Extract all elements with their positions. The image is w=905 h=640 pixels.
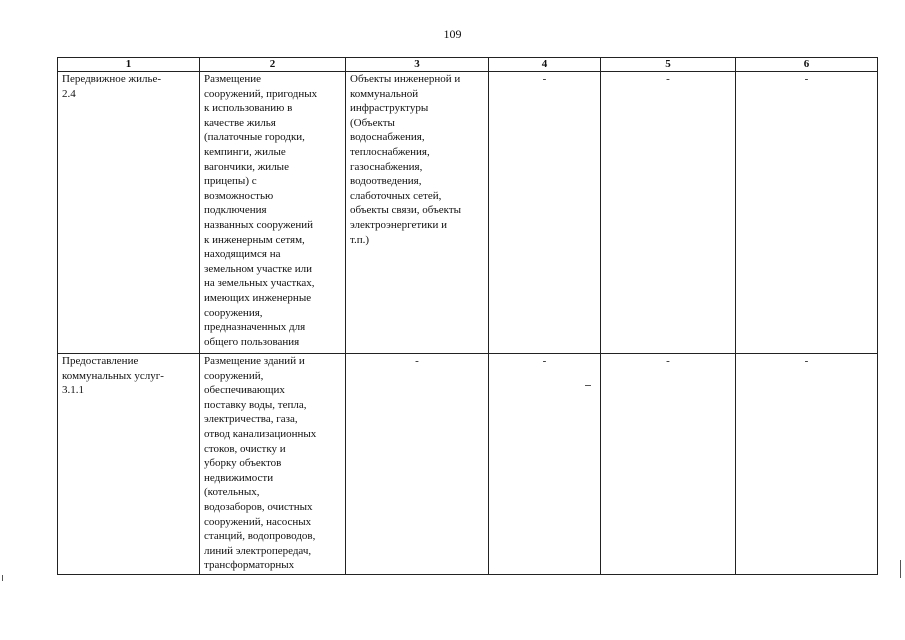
header-col-3: 3: [346, 58, 489, 72]
table-row: [58, 354, 878, 575]
cell-land-use-name: [58, 354, 200, 575]
scan-speck: [2, 575, 3, 581]
header-col-1: 1: [58, 58, 200, 72]
header-col-6: 6: [736, 58, 878, 72]
land-use-table: [57, 57, 878, 575]
cell-description: [200, 354, 346, 575]
cell-col-4: -: [489, 72, 601, 354]
table-header-row: [58, 58, 878, 72]
page-number: 109: [443, 27, 462, 41]
cell-col-4: -: [489, 354, 601, 575]
cell-objects: [346, 72, 489, 354]
cell-objects: -: [346, 354, 489, 575]
scan-speck: [585, 385, 591, 386]
cell-text: Размещение сооружений, пригодных к использованию в качестве жилья (палаточные городки, кемпинги, жилые вагончики, жилые прицепы) с возможностью подключения названных сооружений к инженерным сетям, находящимся на земельном участке или на земельных участках, имеющих инженерные сооружения, предназначенных для общего пользования: [204, 73, 318, 348]
cell-col-5: -: [601, 72, 736, 354]
cell-land-use-name: [58, 72, 200, 354]
cell-col-5: -: [601, 354, 736, 575]
cell-text: Передвижное жилье- 2.4: [62, 73, 162, 100]
cell-text: Объекты инженерной и коммунальной инфраструктуры (Объекты водоснабжения, теплоснабжения, газоснабжения, водоотведения, слаботочных сетей, объекты связи, объекты электроэнергетики и т.п.): [350, 73, 462, 246]
scan-speck: [900, 560, 901, 578]
header-col-5: 5: [601, 58, 736, 72]
header-col-2: 2: [200, 58, 346, 72]
header-col-4: 4: [489, 58, 601, 72]
table-row: [58, 72, 878, 354]
cell-description: [200, 72, 346, 354]
cell-col-6: -: [736, 354, 878, 575]
cell-text: Предоставление коммунальных услуг- 3.1.1: [62, 355, 164, 397]
cell-text: Размещение зданий и сооружений, обеспечивающих поставку воды, тепла, электричества, газа, отвод канализационных стоков, очистку и уборку объектов недвижимости (котельных, водозаборов, очистных сооружений, насосных станций, водопроводов, линий электропередач, трансформаторных: [204, 355, 317, 572]
cell-col-6: -: [736, 72, 878, 354]
